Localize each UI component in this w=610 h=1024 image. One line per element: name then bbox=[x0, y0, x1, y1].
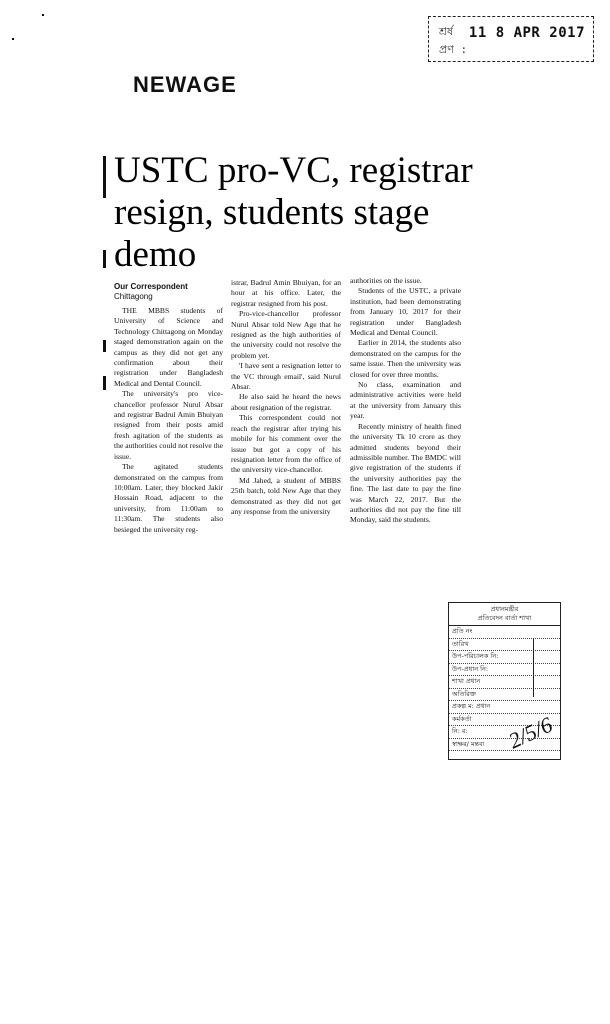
article-column-2 bbox=[231, 278, 341, 517]
article-column-3 bbox=[350, 276, 461, 526]
scan-speck bbox=[42, 14, 44, 16]
paragraph: Recently ministry of health fined the university Tk 10 crore as they admitted students beyond their admissible number. The BMDC will give registration of the students if the university authorities pay the fine. The last date to pay the fine was March 22, 2017. But the authorities did not pay the fine till Monday, said the students. bbox=[350, 421, 461, 525]
margin-bar bbox=[103, 376, 106, 390]
paragraph: Students of the USTC, a private institution, had been demonstrating from January 10, 2017 for their registration under Bangladesh Medical and Dental Council. bbox=[350, 286, 461, 338]
slip-header-line: প্রতিবেদন বার্তা শাখা bbox=[477, 614, 532, 622]
slip-row: তারিখ bbox=[449, 639, 560, 652]
paragraph: The university's pro vice-chancellor professor Nurul Absar and registrar Badrul Amin Bhuiyan resigned from their posts amid fresh agitation of the students as the authorities could not resolve the issue. bbox=[114, 389, 223, 461]
slip-checkbox-column bbox=[533, 639, 560, 697]
paragraph: He also said he heard the news about resignation of the registrar. bbox=[231, 392, 341, 412]
paragraph: This correspondent could not reach the registrar after trying his mobile for his comment over the issue but got a copy of his resignation letter from the office of the university vice-chancellor. bbox=[231, 413, 341, 475]
slip-row: কর্মকর্তা bbox=[449, 714, 560, 727]
slip-row: উপ-প্রধান নি: bbox=[449, 664, 560, 677]
paragraph: Earlier in 2014, the students also demonstrated on the campus for the same issue. Then the university was closed for over three months. bbox=[350, 338, 461, 379]
stamp-handwritten-mark: শ্রৰ্ষ bbox=[439, 25, 454, 38]
slip-row: অতিরিক্ত bbox=[449, 689, 560, 702]
article-byline bbox=[114, 282, 224, 302]
slip-header-line: প্রধানমন্ত্রীর bbox=[490, 605, 519, 613]
paragraph: istrar, Badrul Amin Bhuiyan, for an hour at his office. Later, the registrar resigned from his post. bbox=[231, 278, 341, 308]
paragraph: Md Jahed, a student of MBBS 25th batch, told New Age that they demonstrated as they did not get any response from the university bbox=[231, 475, 341, 516]
handwritten-signature: 2/5/6 bbox=[504, 711, 557, 754]
paragraph: THE MBBS students of University of Science and Technology Chittagong on Monday staged demonstration again on the campus as they did not get any confirmation about their registration under Bangladesh Medical and Dental Council. bbox=[114, 306, 223, 388]
slip-row: নি: র: bbox=[449, 726, 560, 739]
byline-place: Chittagong bbox=[114, 292, 153, 301]
paragraph: 'I have sent a resignation letter to the VC through email', said Nurul Absar. bbox=[231, 361, 341, 392]
paragraph: Pro-vice-chancellor professor Nurul Absar told New Age that he resigned as the high authorities of the university could not resolve the problem yet. bbox=[231, 309, 341, 360]
slip-row: প্রকল্প ম: প্রধান bbox=[449, 701, 560, 714]
paragraph: The agitated students demonstrated on the campus from 10:00am. Later, they blocked Jakir Hossain Road, adjacent to the university, from 11:00am to 11:30am. The students also besieged the university reg- bbox=[114, 462, 223, 534]
margin-bar bbox=[103, 250, 106, 268]
slip-row: স্বাক্ষর/ মন্তব্য bbox=[449, 739, 560, 752]
slip-row: উপ-পরিচালক নি: bbox=[449, 651, 560, 664]
headline-line: demo bbox=[114, 234, 197, 275]
received-date-stamp bbox=[428, 16, 594, 62]
newspaper-masthead: NEWAGE bbox=[133, 72, 237, 97]
stamp-date: 11 8 APR 2017 bbox=[468, 25, 585, 41]
routing-slip-header bbox=[449, 603, 560, 626]
article-column-1 bbox=[114, 306, 223, 535]
paragraph: authorities on the issue. bbox=[350, 276, 422, 285]
headline-line: resign, students stage bbox=[114, 192, 430, 233]
stamp-handwritten-mark-2: প্রণ : bbox=[439, 43, 468, 56]
slip-row: প্রতি নং bbox=[449, 626, 560, 639]
slip-row: শাখা প্রধান bbox=[449, 676, 560, 689]
byline-name: Our Correspondent bbox=[114, 282, 188, 291]
article-headline bbox=[114, 150, 474, 276]
margin-bar bbox=[103, 340, 106, 352]
paragraph: No class, examination and administrative activities were held at the university from January this year. bbox=[350, 380, 461, 421]
headline-line: USTC pro-VC, registrar bbox=[114, 150, 473, 191]
margin-bar bbox=[103, 156, 106, 198]
scan-speck bbox=[12, 38, 14, 40]
